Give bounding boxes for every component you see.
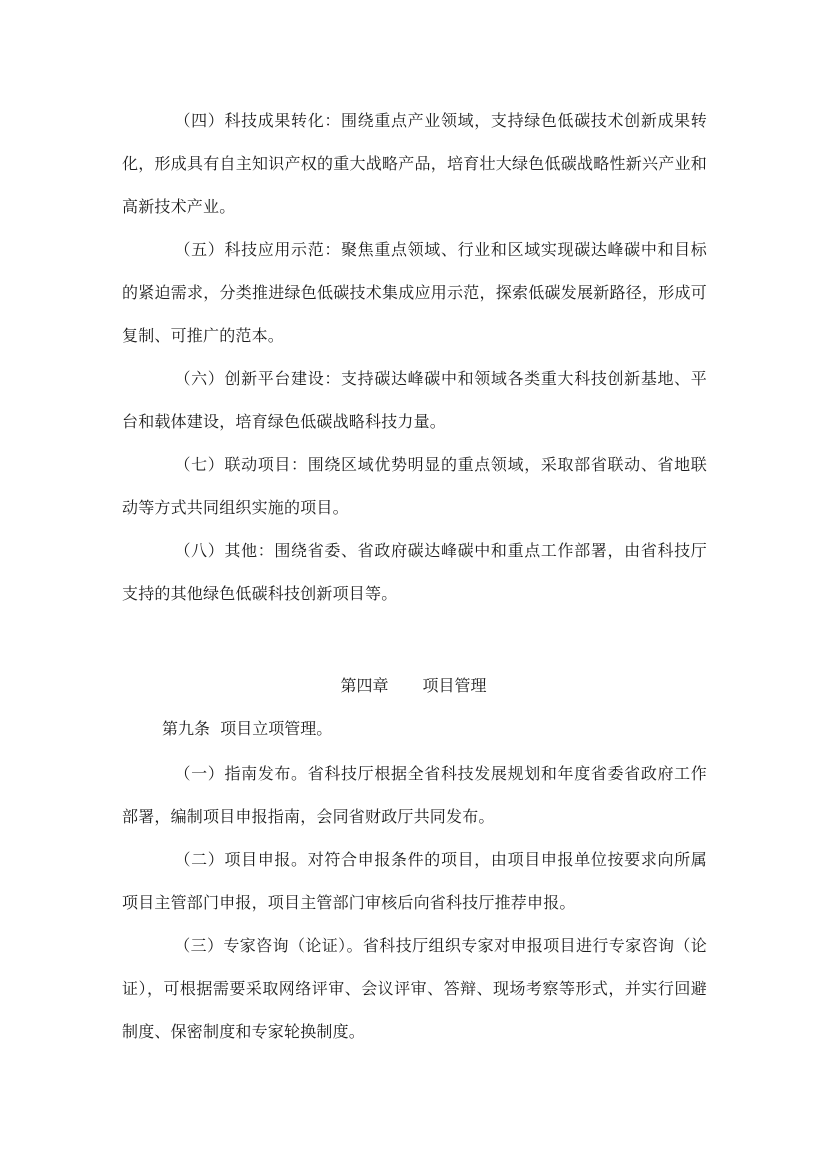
paragraph-text: 联动项目：围绕区域优势明显的重点领域，采取部省联动、省地联动等方式共同组织实施的项目。 xyxy=(122,455,707,517)
chapter-number: 第四章 xyxy=(340,676,389,695)
paragraph-text: 科技应用示范：聚焦重点领域、行业和区域实现碳达峰碳中和目标的紧迫需求，分类推进绿色低碳技术集成应用示范，探索低碳发展新路径，形成可复制、可推广的范本。 xyxy=(122,240,707,345)
article-item-1 xyxy=(122,752,707,838)
article-item-3 xyxy=(122,924,707,1053)
article-title: 项目立项管理。 xyxy=(220,719,333,738)
paragraph-label: （四） xyxy=(174,111,225,130)
chapter-title: 项目管理 xyxy=(422,676,487,695)
paragraph-text: 专家咨询（论证）。省科技厅组织专家对申报项目进行专家咨询（论证），可根据需要采取网络评审、会议评审、答辩、现场考察等形式，并实行回避制度、保密制度和专家轮换制度。 xyxy=(122,936,707,1041)
article-item-2 xyxy=(122,838,707,924)
paragraph-label: （五） xyxy=(174,240,225,259)
article-heading xyxy=(162,719,332,739)
paragraph-item-5 xyxy=(122,228,707,357)
paragraph-label: （八） xyxy=(174,541,225,560)
paragraph-item-7 xyxy=(122,443,707,529)
paragraph-item-6 xyxy=(122,357,707,443)
paragraph-item-8 xyxy=(122,529,707,615)
paragraph-item-4 xyxy=(122,99,707,228)
chapter-heading xyxy=(0,676,827,696)
article-number: 第九条 xyxy=(162,719,211,738)
paragraph-text: 项目申报。对符合申报条件的项目，由项目申报单位按要求向所属项目主管部门申报，项目主管部门审核后向省科技厅推荐申报。 xyxy=(122,850,707,912)
paragraph-label: （六） xyxy=(174,369,225,388)
paragraph-text: 科技成果转化：围绕重点产业领域，支持绿色低碳技术创新成果转化，形成具有自主知识产权的重大战略产品，培育壮大绿色低碳战略性新兴产业和高新技术产业。 xyxy=(122,111,707,216)
paragraph-label: （七） xyxy=(174,455,225,474)
paragraph-text: 指南发布。省科技厅根据全省科技发展规划和年度省委省政府工作部署，编制项目申报指南，会同省财政厅共同发布。 xyxy=(122,764,707,826)
paragraph-label: （三） xyxy=(174,936,224,955)
paragraph-label: （二） xyxy=(174,850,225,869)
paragraph-label: （一） xyxy=(174,764,225,783)
paragraph-text: 创新平台建设：支持碳达峰碳中和领域各类重大科技创新基地、平台和载体建设，培育绿色低碳战略科技力量。 xyxy=(122,369,707,431)
paragraph-text: 其他：围绕省委、省政府碳达峰碳中和重点工作部署，由省科技厅支持的其他绿色低碳科技创新项目等。 xyxy=(122,541,707,603)
